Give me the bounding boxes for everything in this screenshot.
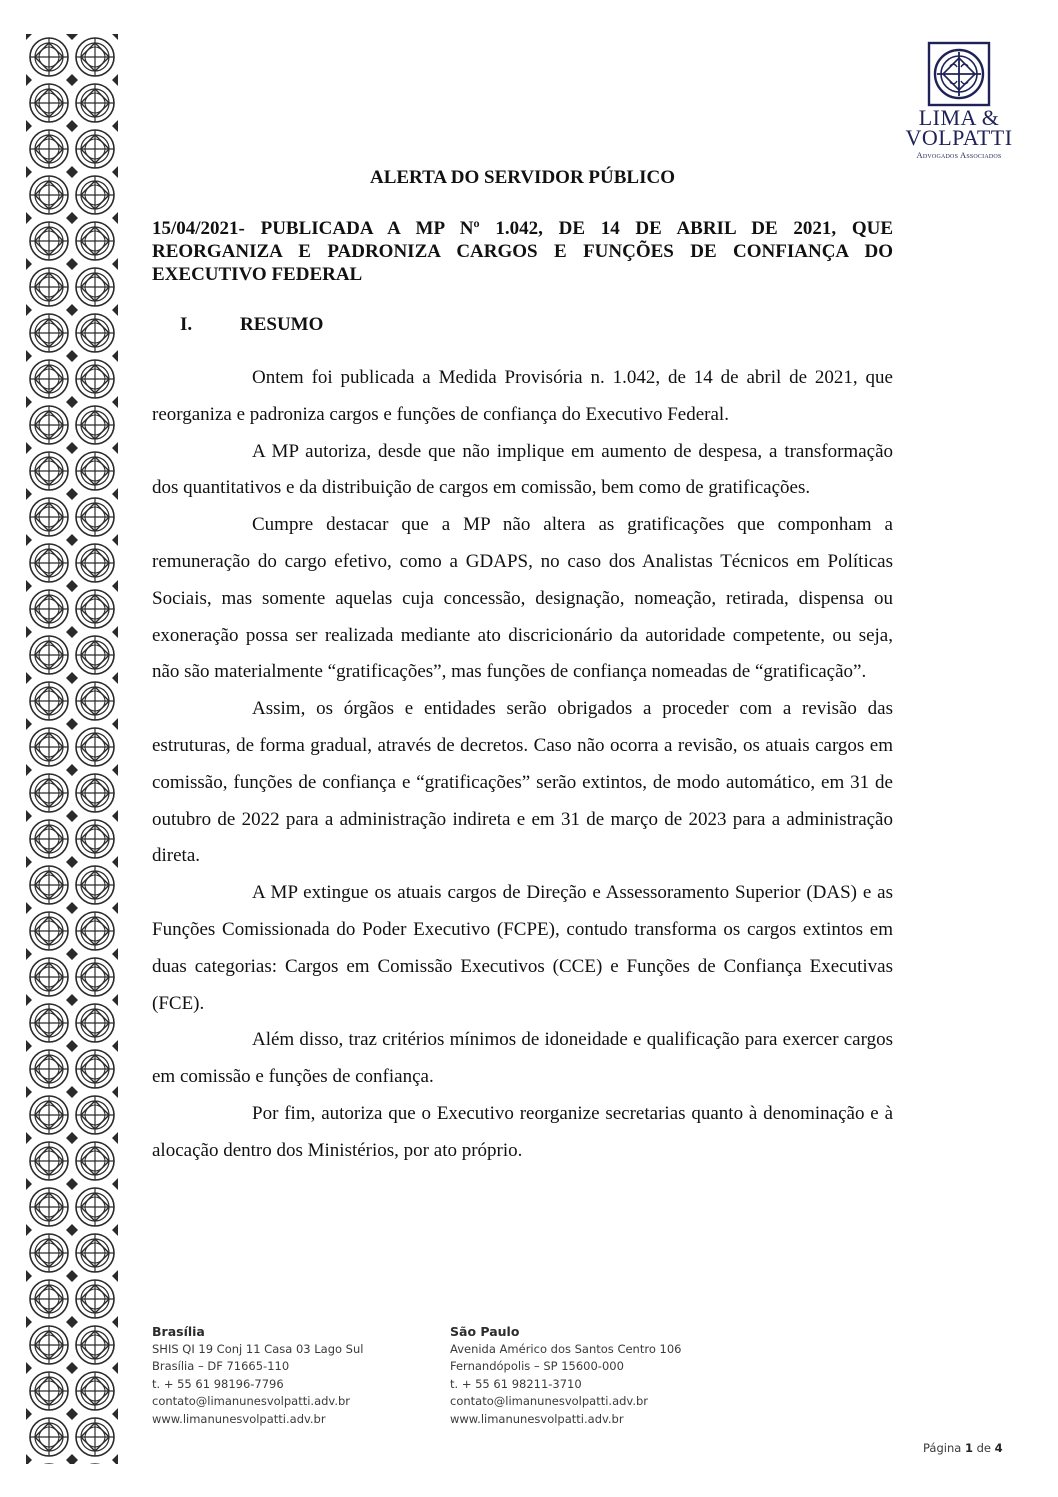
office-phone: t. + 55 61 98211-3710 [450, 1376, 582, 1391]
office-address: SHIS QI 19 Conj 11 Casa 03 Lago Sul [152, 1341, 364, 1356]
office-city-line: Fernandópolis – SP 15600-000 [450, 1359, 624, 1373]
document-title: ALERTA DO SERVIDOR PÚBLICO [369, 167, 675, 188]
paragraph: A MP autoriza, desde que não implique em aumento de despesa, a transformação dos quantitativos e da distribuição de cargos em comissão, bem como de gratificações. [152, 440, 893, 499]
office-phone: t. + 55 61 98196-7796 [152, 1376, 284, 1391]
page-current: 1 [964, 1441, 973, 1455]
section-heading [152, 313, 893, 337]
firm-name [896, 105, 1022, 150]
office-city: São Paulo [450, 1324, 520, 1339]
page-label: Página [923, 1441, 962, 1455]
office-city: Brasília [152, 1324, 205, 1339]
page-number [923, 1441, 1003, 1455]
office-email: contato@limanunesvolpatti.adv.br [450, 1394, 649, 1408]
office-city-line: Brasília – DF 71665-110 [152, 1359, 290, 1373]
section-title: RESUMO [240, 314, 324, 335]
paragraph: Ontem foi publicada a Medida Provisória n. 1.042, de 14 de abril de 2021, que reorganiza e padroniza cargos e funções de confiança do Executivo Federal. [152, 367, 893, 425]
paragraph: A MP extingue os atuais cargos de Direção e Assessoramento Superior (DAS) e as Funções Comissionada do Poder Executivo (FCPE), contudo transforma os cargos extintos em duas categorias: Cargos em Comissão Executivos (CCE) e Funções de Confiança Executivas (FCE). [152, 882, 893, 1014]
document-body [152, 360, 893, 1170]
firm-name-line-2: VOLPATTI [905, 125, 1013, 150]
footer-office-sao-paulo [450, 1323, 681, 1428]
paragraph: Assim, os órgãos e entidades serão obrigados a proceder com a revisão das estruturas, de forma gradual, através de decretos. Caso não ocorra a revisão, os atuais cargos em comissão, funções de confiança e “gratificações” serão extintos, de modo automático, em 31 de outubro de 2022 para a administração indireta e em 31 de março de 2023 para a administração direta. [152, 698, 893, 867]
office-website: www.limanunesvolpatti.adv.br [450, 1411, 624, 1426]
section-number: I. [180, 314, 193, 335]
firm-logo [896, 40, 1022, 172]
page-total: 4 [994, 1441, 1003, 1455]
paragraph: Por fim, autoriza que o Executivo reorganize secretarias quanto à denominação e à alocação dentro dos Ministérios, por ato próprio. [152, 1102, 893, 1161]
footer-office-brasilia [152, 1323, 363, 1428]
firm-subtitle: Advogados Associados [916, 150, 1002, 160]
paragraph: Cumpre destacar que a MP não altera as gratificações que componham a remuneração do cargo efetivo, como a GDAPS, no caso dos Analistas Técnicos em Políticas Sociais, mas somente aquelas cuja concessão, designação, nomeação, retirada, dispensa ou exoneração possa ser realizada mediante ato discricionário da autoridade competente, ou seja, não são materialmente “gratificações”, mas funções de confiança nomeadas de “gratificação”. [152, 514, 893, 683]
firm-name-line-1: LIMA & [918, 105, 1000, 130]
office-website: www.limanunesvolpatti.adv.br [152, 1411, 326, 1426]
firm-emblem-icon [926, 40, 992, 108]
paragraph: Além disso, traz critérios mínimos de idoneidade e qualificação para exercer cargos em comissão e funções de confiança. [152, 1029, 893, 1088]
page-separator: de [976, 1441, 991, 1455]
decorative-border-pattern [26, 34, 118, 1464]
office-email: contato@limanunesvolpatti.adv.br [152, 1394, 351, 1408]
document-headline: 15/04/2021- PUBLICADA A MP Nº 1.042, DE 14 DE ABRIL DE 2021, QUE REORGANIZA E PADRONIZA CARGOS E FUNÇÕES DE CONFIANÇA DO EXECUTIVO FEDERAL [152, 218, 893, 285]
office-address: Avenida Américo dos Santos Centro 106 [450, 1341, 682, 1356]
